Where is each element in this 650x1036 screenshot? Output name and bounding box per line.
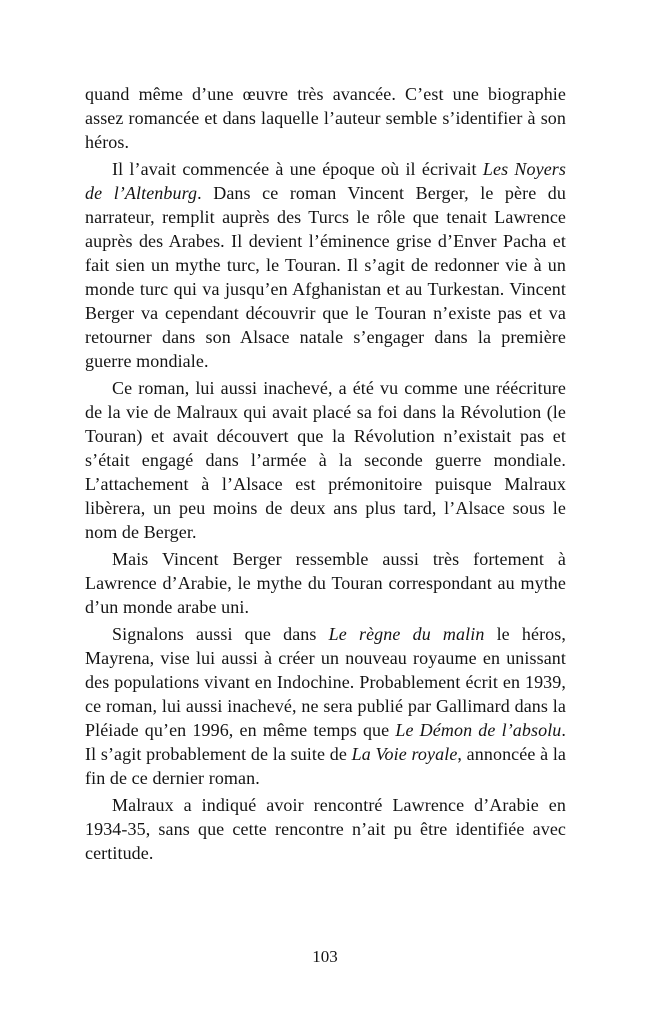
book-title-italic: Les Noyers de l’Altenburg [85, 159, 566, 203]
text-run: . Il s’agit probablement de la suite de [85, 720, 567, 764]
text-run: . Dans ce roman Vincent Berger, le père du narrateur, remplit auprès des Turcs le rôle que tenait Lawrence auprès des Arabes. Il devient l’éminence grise d’Enver Pacha et fait sien un mythe turc, le Touran. Il s’agit de redonner vie à un monde turc qui va jusqu’en Afghanistan et au Turkestan. Vincent Berger va cependant découvrir que le Touran n’existe pas et va retourner dans son Alsace natale s’engager dans la première guerre mondiale. [85, 183, 566, 371]
text-run: Mais Vincent Berger ressemble aussi très fortement à Lawrence d’Arabie, le mythe du Touran correspondant au mythe d’un monde arabe uni. [85, 549, 566, 617]
text-run: , annoncée à la fin de ce dernier roman. [85, 744, 567, 788]
text-block [85, 82, 566, 868]
book-title-italic: Le Démon de l’absolu [395, 720, 562, 740]
paragraph [85, 376, 566, 544]
text-run: quand même d’une œuvre très avancée. C’est une biographie assez romancée et dans laquelle l’auteur semble s’identifier à son héros. [85, 84, 566, 152]
text-run: Malraux a indiqué avoir rencontré Lawrence d’Arabie en 1934-35, sans que cette rencontre n’ait pu être identifiée avec certitude. [85, 795, 566, 863]
book-title-italic: La Voie royale [351, 744, 458, 764]
text-run: le héros, Mayrena, vise lui aussi à créer un nouveau royaume en unissant des populations vivant en Indochine. Probablement écrit en 1939, ce roman, lui aussi inachevé, ne sera publié par Gallimard dans la Pléiade qu’en 1996, en même temps que [85, 624, 566, 740]
text-run: Ce roman, lui aussi inachevé, a été vu comme une réécriture de la vie de Malraux qui avait placé sa foi dans la Révolution (le Touran) et avait découvert que la Révolution n’existait pas et s’était engagé dans l’armée à la seconde guerre mondiale. L’attachement à l’Alsace est prémonitoire puisque Malraux libèrera, un peu moins de deux ans plus tard, l’Alsace sous le nom de Berger. [85, 378, 566, 542]
text-run: Il l’avait commencée à une époque où il écrivait [112, 159, 483, 179]
paragraph [85, 82, 566, 154]
text-run: Signalons aussi que dans [112, 624, 329, 644]
page-number: 103 [312, 947, 338, 966]
paragraph [85, 793, 566, 865]
paragraph [85, 547, 566, 619]
paragraph [85, 157, 566, 373]
book-title-italic: Le règne du malin [328, 624, 485, 644]
paragraph [85, 622, 566, 790]
